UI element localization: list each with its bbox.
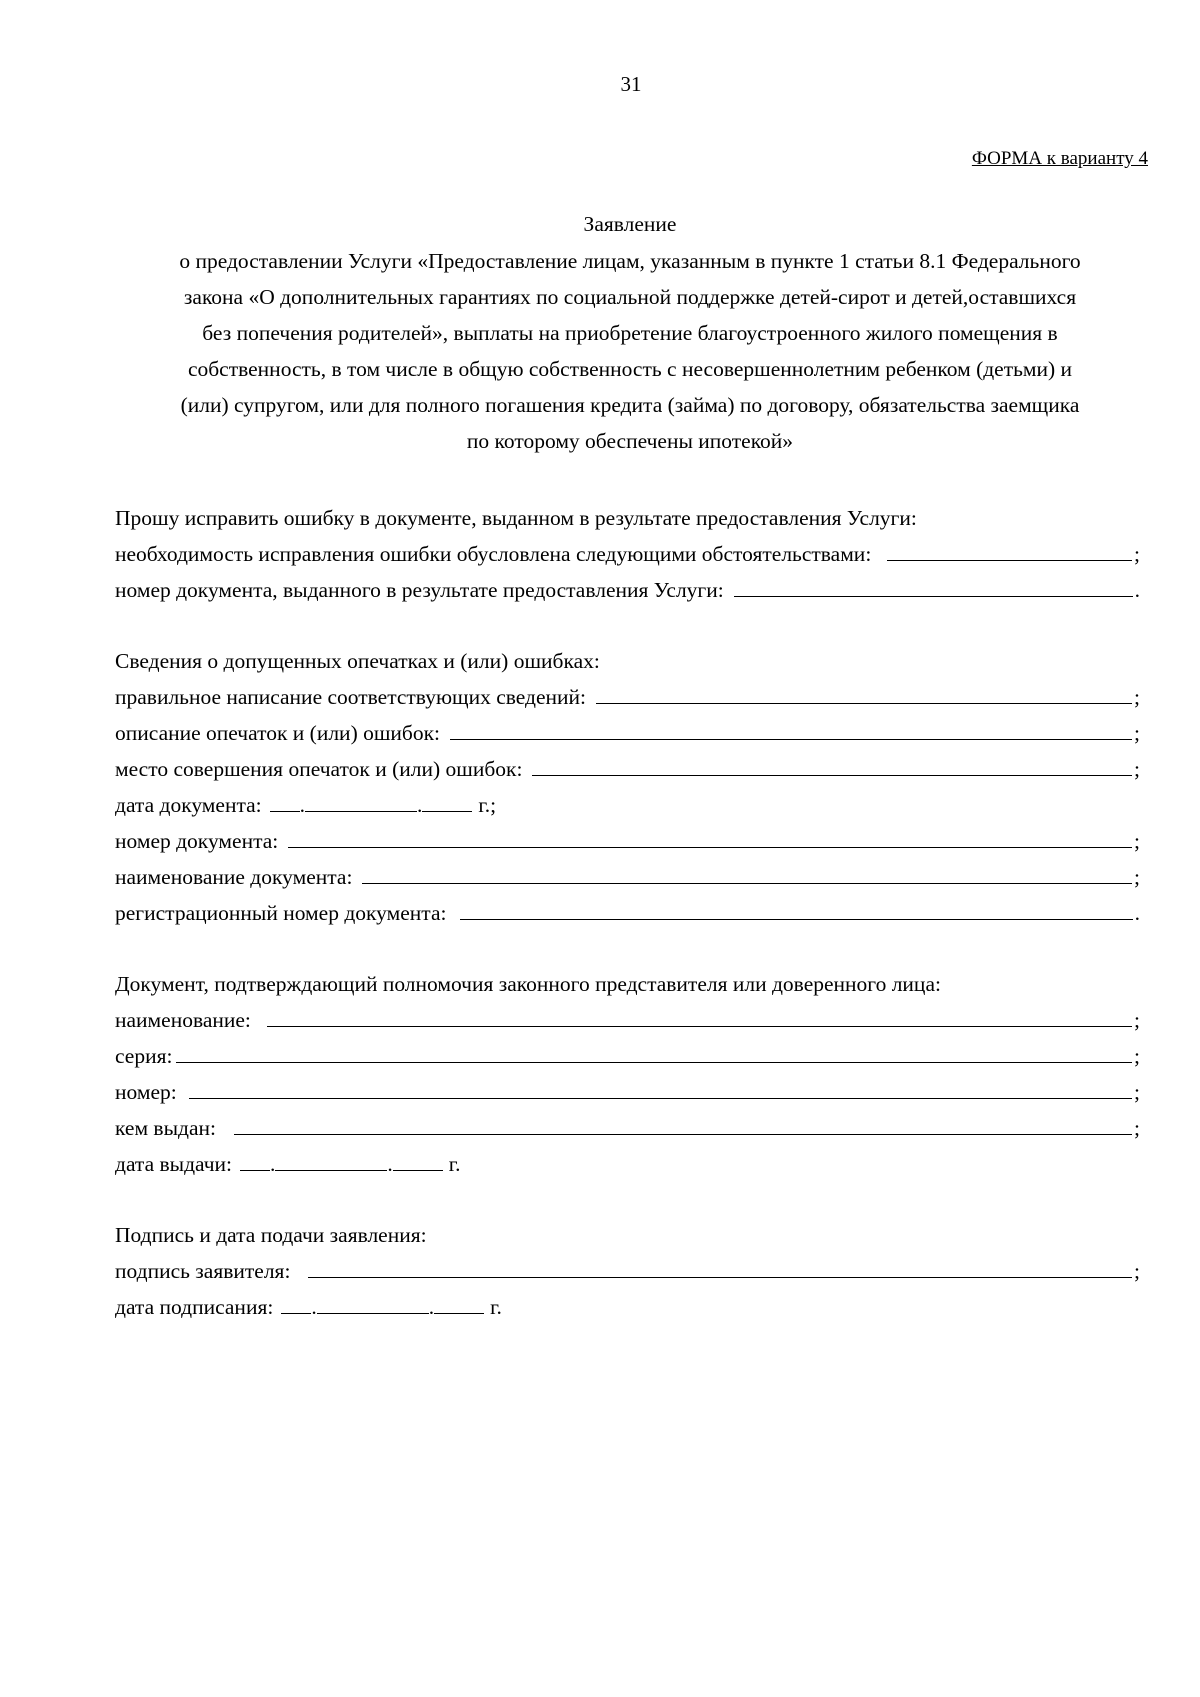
signing-date-row: дата подписания: . . г.: [115, 1289, 1140, 1325]
document-date-year-field[interactable]: [422, 787, 472, 812]
reason-row: необходимость исправления ошибки обусловлена следующими обстоятельствами: ;: [115, 536, 1140, 572]
authority-number-label: номер:: [115, 1080, 177, 1104]
signing-date-year-field[interactable]: [434, 1289, 484, 1314]
doc-number-field[interactable]: [734, 572, 1133, 597]
error-place-field[interactable]: [532, 751, 1132, 776]
authority-series-row: серия: ;: [115, 1038, 1140, 1074]
document-date-label: дата документа:: [115, 793, 262, 817]
errors-heading: Сведения о допущенных опечатках и (или) ошибках:: [115, 649, 600, 673]
error-place-label: место совершения опечаток и (или) ошибок:: [115, 757, 523, 781]
title-heading: Заявление: [583, 212, 677, 236]
authority-name-label: наименование:: [115, 1008, 251, 1032]
authority-name-row: наименование: ;: [115, 1002, 1140, 1038]
document-title: [110, 206, 1150, 459]
doc-number-label: номер документа, выданного в результате предоставления Услуги:: [115, 578, 724, 602]
document-name-row: наименование документа: ;: [115, 859, 1140, 895]
signing-date-month-field[interactable]: [317, 1289, 429, 1314]
correct-spelling-field[interactable]: [596, 679, 1132, 704]
form-body: [115, 500, 1140, 1325]
title-line: без попечения родителей», выплаты на приобретение благоустроенного жилого помещения в: [202, 321, 1058, 345]
correct-spelling-row: правильное написание соответствующих сведений: ;: [115, 679, 1140, 715]
signing-date-label: дата подписания:: [115, 1295, 274, 1319]
form-reference: ФОРМА к варианту 4: [971, 148, 1148, 169]
authority-issued-by-label: кем выдан:: [115, 1116, 216, 1140]
reg-number-row: регистрационный номер документа: .: [115, 895, 1140, 931]
authority-number-field[interactable]: [189, 1074, 1132, 1099]
title-line: закона «О дополнительных гарантиях по социальной поддержке детей-сирот и детей,оставшихся: [183, 285, 1077, 309]
document-number-label: номер документа:: [115, 829, 279, 853]
document-number-row: номер документа: ;: [115, 823, 1140, 859]
document-date-day-field[interactable]: [270, 787, 300, 812]
error-description-label: описание опечаток и (или) ошибок:: [115, 721, 441, 745]
title-line: по которому обеспечены ипотекой»: [466, 429, 794, 453]
authority-issue-date-label: дата выдачи:: [115, 1152, 233, 1176]
signing-date-day-field[interactable]: [281, 1289, 311, 1314]
issue-date-day-field[interactable]: [240, 1146, 270, 1171]
page-number: 31: [620, 72, 642, 96]
document-number-field[interactable]: [288, 823, 1132, 848]
reason-field[interactable]: [887, 536, 1132, 561]
authority-name-field[interactable]: [267, 1002, 1132, 1027]
issue-date-month-field[interactable]: [275, 1146, 387, 1171]
reg-number-label: регистрационный номер документа:: [115, 901, 447, 925]
applicant-signature-row: подпись заявителя: ;: [115, 1253, 1140, 1289]
applicant-signature-label: подпись заявителя:: [115, 1259, 291, 1283]
error-description-row: описание опечаток и (или) ошибок: ;: [115, 715, 1140, 751]
reason-label: необходимость исправления ошибки обусловлена следующими обстоятельствами:: [115, 542, 872, 566]
issue-date-year-field[interactable]: [393, 1146, 443, 1171]
authority-heading: Документ, подтверждающий полномочия законного представителя или доверенного лица:: [115, 972, 941, 996]
correct-spelling-label: правильное написание соответствующих сведений:: [115, 685, 587, 709]
title-line: о предоставлении Услуги «Предоставление лицам, указанным в пункте 1 статьи 8.1 Федерального: [179, 249, 1081, 273]
authority-number-row: номер: ;: [115, 1074, 1140, 1110]
error-description-field[interactable]: [450, 715, 1132, 740]
authority-issued-by-field[interactable]: [234, 1110, 1132, 1135]
document-name-label: наименование документа:: [115, 865, 353, 889]
error-place-row: место совершения опечаток и (или) ошибок: ;: [115, 751, 1140, 787]
document-date-month-field[interactable]: [305, 787, 417, 812]
document-date-row: дата документа: . . г.;: [115, 787, 1140, 823]
doc-number-row: номер документа, выданного в результате предоставления Услуги: .: [115, 572, 1140, 608]
title-line: (или) супругом, или для полного погашения кредита (займа) по договору, обязательства заемщика: [180, 393, 1080, 417]
applicant-signature-field[interactable]: [308, 1253, 1132, 1278]
authority-series-label: серия:: [115, 1044, 173, 1068]
document-name-field[interactable]: [362, 859, 1132, 884]
reg-number-field[interactable]: [460, 895, 1132, 920]
request-intro: Прошу исправить ошибку в документе, выданном в результате предоставления Услуги:: [115, 506, 917, 530]
authority-issued-by-row: кем выдан: ;: [115, 1110, 1140, 1146]
signature-heading: Подпись и дата подачи заявления:: [115, 1223, 427, 1247]
authority-issue-date-row: дата выдачи: . . г.: [115, 1146, 1140, 1182]
title-line: собственность, в том числе в общую собственность с несовершеннолетним ребенком (детьми) и: [187, 357, 1073, 381]
authority-series-field[interactable]: [176, 1038, 1132, 1063]
